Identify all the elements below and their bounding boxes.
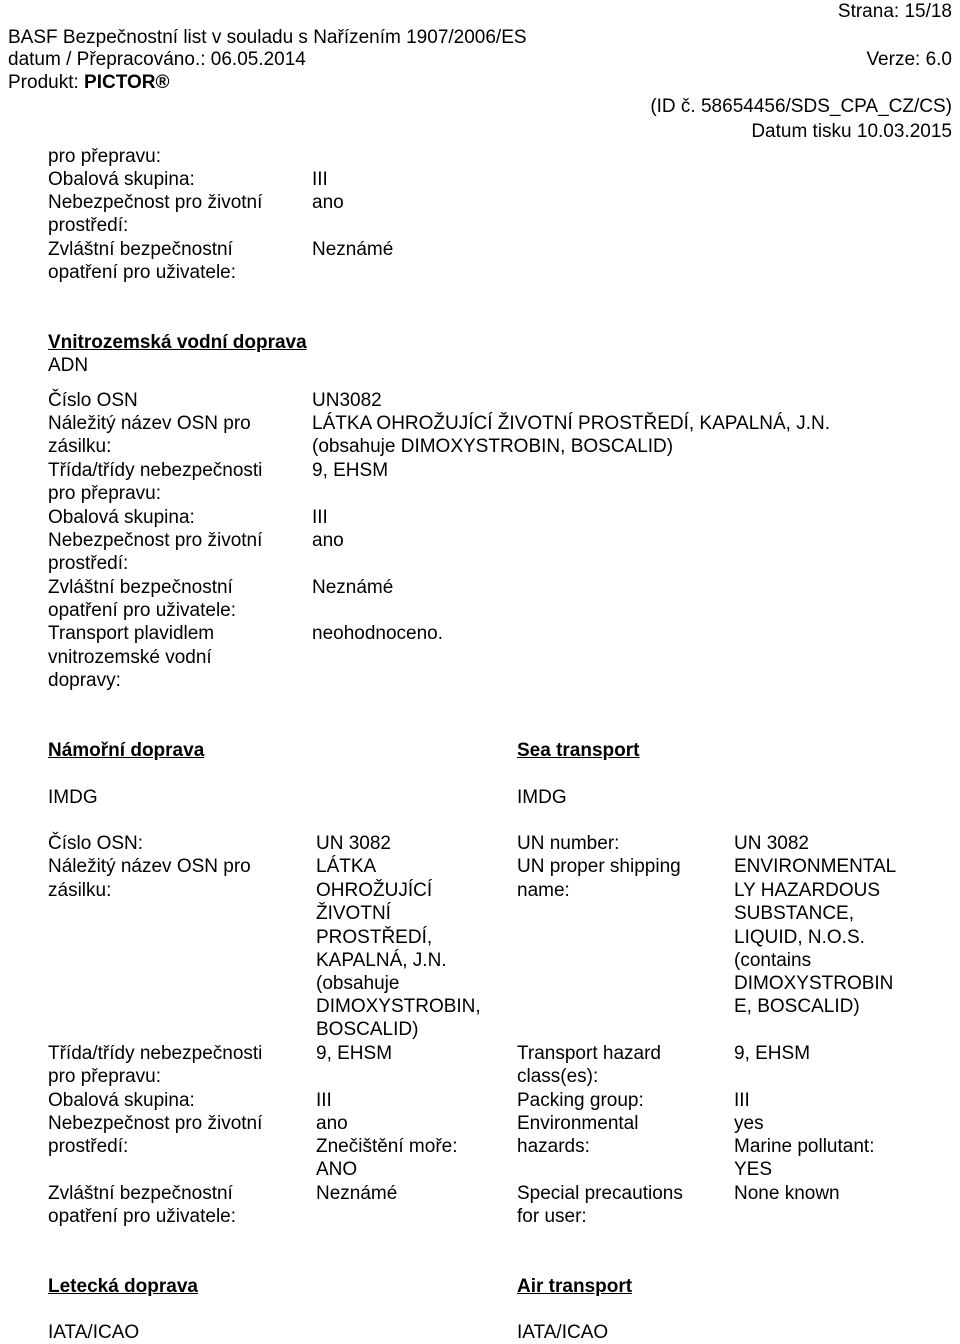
air-en-heading: Air transport — [517, 1276, 633, 1297]
imdg-en-class-label: Transport hazard — [517, 1043, 661, 1064]
adn-env-label-cont: prostředí: — [48, 553, 129, 574]
imdg-cz-name-line: KAPALNÁ, J.N. — [316, 950, 447, 971]
revision-date: datum / Přepracováno.: 06.05.2014 — [8, 49, 306, 70]
imdg-en-spec-value: None known — [734, 1183, 840, 1204]
imdg-cz-name-line: BOSCALID) — [316, 1019, 419, 1040]
air-cz-heading: Letecká doprava — [48, 1276, 198, 1297]
imdg-cz-marine-pollutant-value: ANO — [316, 1159, 358, 1180]
imdg-en-name-line: SUBSTANCE, — [734, 903, 855, 924]
top-label-env-hazard: Nebezpečnost pro životní — [48, 192, 263, 213]
imdg-cz-name-line: ŽIVOTNÍ — [316, 903, 391, 924]
imdg-cz-name-line: OHROŽUJÍCÍ — [316, 880, 433, 901]
imdg-en-name-line: (contains — [734, 950, 812, 971]
imdg-cz-class-label: Třída/třídy nebezpečnosti — [48, 1043, 263, 1064]
adn-spec-label-cont: opatření pro uživatele: — [48, 600, 237, 621]
adn-ship-label: Transport plavidlem — [48, 623, 215, 644]
adn-name-label-cont: zásilku: — [48, 436, 112, 457]
imdg-cz-name-line: PROSTŘEDÍ, — [316, 927, 433, 948]
adn-name-value: LÁTKA OHROŽUJÍCÍ ŽIVOTNÍ PROSTŘEDÍ, KAPALNÁ, J.N. — [312, 413, 831, 434]
imdg-en-marine-pollutant-value: YES — [734, 1159, 773, 1180]
top-label-special-precautions: Zvláštní bezpečnostní — [48, 239, 233, 260]
page-number: Strana: 15/18 — [837, 1, 952, 22]
adn-env-label: Nebezpečnost pro životní — [48, 530, 263, 551]
top-label-special-precautions-cont: opatření pro uživatele: — [48, 262, 237, 283]
imdg-en-name-line: LIQUID, N.O.S. — [734, 927, 865, 948]
product-name: PICTOR® — [84, 72, 170, 93]
imdg-cz-name-label-cont: zásilku: — [48, 880, 112, 901]
document-title: BASF Bezpečnostní list v souladu s Nařízením 1907/2006/ES — [8, 27, 527, 48]
imdg-cz-name-label: Náležitý název OSN pro — [48, 856, 251, 877]
air-cz-subheading: IATA/ICAO — [48, 1322, 140, 1343]
top-label-env-hazard-cont: prostředí: — [48, 215, 129, 236]
top-value-env-hazard: ano — [312, 192, 344, 213]
adn-class-label: Třída/třídy nebezpečnosti — [48, 460, 263, 481]
imdg-cz-class-label-cont: pro přepravu: — [48, 1066, 162, 1087]
adn-class-label-cont: pro přepravu: — [48, 483, 162, 504]
adn-un-value: UN3082 — [312, 390, 382, 411]
imdg-en-env-label-cont: hazards: — [517, 1136, 590, 1157]
imdg-en-class-label-cont: class(es): — [517, 1066, 599, 1087]
imdg-cz-class-value: 9, EHSM — [316, 1043, 393, 1064]
imdg-en-name-line: ENVIRONMENTAL — [734, 856, 897, 877]
adn-pg-value: III — [312, 507, 328, 528]
adn-name-label: Náležitý název OSN pro — [48, 413, 251, 434]
imdg-cz-env-value: ano — [316, 1113, 348, 1134]
imdg-en-env-value: yes — [734, 1113, 764, 1134]
document-id: (ID č. 58654456/SDS_CPA_CZ/CS) — [650, 96, 952, 117]
top-label-packing-group: Obalová skupina: — [48, 169, 195, 190]
imdg-cz-pg-label: Obalová skupina: — [48, 1090, 195, 1111]
imdg-cz-name-line: LÁTKA — [316, 856, 377, 877]
top-value-packing-group: III — [312, 169, 328, 190]
imdg-en-marine-pollutant-label: Marine pollutant: — [734, 1136, 875, 1157]
imdg-en-name-label-cont: name: — [517, 880, 570, 901]
imdg-en-subheading: IMDG — [517, 787, 567, 808]
imdg-en-name-label: UN proper shipping — [517, 856, 681, 877]
adn-ship-value: neohodnoceno. — [312, 623, 444, 644]
version: Verze: 6.0 — [866, 49, 952, 70]
imdg-cz-spec-value: Neznámé — [316, 1183, 398, 1204]
product-label: Produkt: — [8, 72, 79, 93]
adn-class-value: 9, EHSM — [312, 460, 389, 481]
imdg-cz-env-label-cont: prostředí: — [48, 1136, 129, 1157]
imdg-en-name-line: LY HAZARDOUS — [734, 880, 881, 901]
imdg-en-env-label: Environmental — [517, 1113, 639, 1134]
adn-name-value-cont: (obsahuje DIMOXYSTROBIN, BOSCALID) — [312, 436, 674, 457]
imdg-cz-un-label: Číslo OSN: — [48, 833, 144, 854]
imdg-en-heading: Sea transport — [517, 740, 640, 761]
print-date: Datum tisku 10.03.2015 — [751, 121, 952, 142]
imdg-cz-spec-label-cont: opatření pro uživatele: — [48, 1206, 237, 1227]
adn-subheading: ADN — [48, 355, 89, 376]
adn-ship-label-cont2: dopravy: — [48, 670, 121, 691]
top-value-special-precautions: Neznámé — [312, 239, 394, 260]
top-label-transport: pro přepravu: — [48, 146, 162, 167]
imdg-cz-name-line: DIMOXYSTROBIN, — [316, 996, 481, 1017]
adn-spec-label: Zvláštní bezpečnostní — [48, 577, 233, 598]
imdg-en-un-label: UN number: — [517, 833, 620, 854]
imdg-en-name-line: E, BOSCALID) — [734, 996, 860, 1017]
imdg-en-name-line: DIMOXYSTROBIN — [734, 973, 894, 994]
air-en-subheading: IATA/ICAO — [517, 1322, 609, 1343]
imdg-cz-pg-value: III — [316, 1090, 332, 1111]
adn-ship-label-cont: vnitrozemské vodní — [48, 647, 212, 668]
imdg-en-spec-label: Special precautions — [517, 1183, 683, 1204]
adn-env-value: ano — [312, 530, 344, 551]
adn-spec-value: Neznámé — [312, 577, 394, 598]
adn-heading: Vnitrozemská vodní doprava — [48, 332, 307, 353]
imdg-cz-marine-pollutant-label: Znečištění moře: — [316, 1136, 458, 1157]
imdg-cz-spec-label: Zvláštní bezpečnostní — [48, 1183, 233, 1204]
imdg-cz-un-value: UN 3082 — [316, 833, 391, 854]
adn-un-label: Číslo OSN — [48, 390, 138, 411]
product-line — [8, 71, 169, 94]
adn-pg-label: Obalová skupina: — [48, 507, 195, 528]
imdg-en-spec-label-cont: for user: — [517, 1206, 587, 1227]
imdg-en-un-value: UN 3082 — [734, 833, 809, 854]
imdg-en-pg-value: III — [734, 1090, 750, 1111]
imdg-en-class-value: 9, EHSM — [734, 1043, 811, 1064]
imdg-cz-env-label: Nebezpečnost pro životní — [48, 1113, 263, 1134]
imdg-en-pg-label: Packing group: — [517, 1090, 644, 1111]
imdg-cz-heading: Námořní doprava — [48, 740, 205, 761]
imdg-cz-name-line: (obsahuje — [316, 973, 400, 994]
imdg-cz-subheading: IMDG — [48, 787, 98, 808]
